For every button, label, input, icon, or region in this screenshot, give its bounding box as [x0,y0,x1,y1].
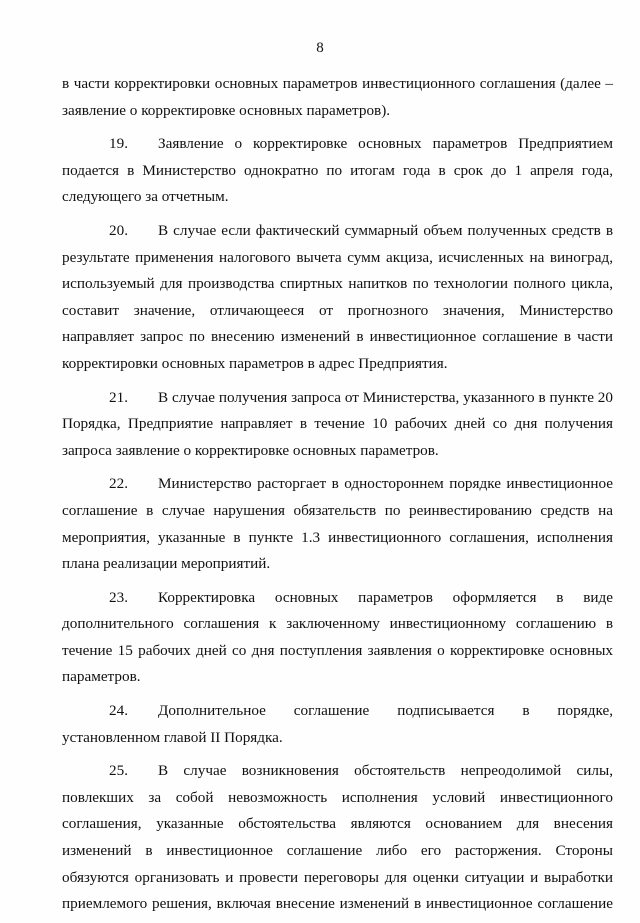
paragraph-text: в части корректировки основных параметров инвестиционного соглашения (далее – заявление о корректировке основных параметров). [62,75,613,119]
paragraph-text: В случае получения запроса от Министерства, указанного в пункте 20 Порядка, Предприятие направляет в течение 10 рабочих дней со дня получения запроса заявление о корректировке основных параметров. [62,388,613,459]
paragraph-23 [62,585,613,691]
paragraph-20 [62,218,613,378]
paragraph-22 [62,471,613,577]
paragraph-number: 21. [109,388,128,406]
paragraph-text: Дополнительное соглашение подписывается в порядке, установленном главой II Порядка. [62,702,613,746]
paragraph-number: 24. [109,702,128,720]
paragraph-number: 22. [109,475,128,493]
paragraph-text: Заявление о корректировке основных параметров Предприятием подается в Министерство однократно по итогам года в срок до 1 апреля года, следующего за отчетным. [62,135,613,206]
paragraph-19 [62,131,613,211]
paragraph-continuation [62,71,613,124]
paragraph-text: В случае возникновения обстоятельств непреодолимой силы, повлекших за собой невозможность исполнения условий инвестиционного соглашения, указанные обстоятельства являются основанием для внесения изменений в инвестиционное соглашение либо его расторжения. Стороны обязуются организовать и провести переговоры для оценки ситуации и выработки приемлемого решения, включая внесение изменений в инвестиционное соглашение [62,762,613,913]
paragraph-number: 19. [109,135,128,153]
paragraph-number: 25. [109,762,128,780]
paragraph-text: Корректировка основных параметров оформляется в виде дополнительного соглашения к заключенному инвестиционному соглашению в течение 15 рабочих дней со дня поступления заявления о корректировке основных параметров. [62,588,613,686]
document-body [62,71,613,918]
paragraph-text: В случае если фактический суммарный объем полученных средств в результате применения налогового вычета сумм акциза, исчисленных на виноград, используемый для производства спиртных напитков по технологии полного цикла, составит значение, отличающееся от прогнозного значения, Министерство направляет запрос по внесению изменений в инвестиционное соглашение в части корректировки основных параметров в адрес Предприятия. [62,221,613,372]
paragraph-number: 23. [109,588,128,606]
paragraph-text: Министерство расторгает в одностороннем порядке инвестиционное соглашение в случае нарушения обязательств по реинвестированию средств на мероприятия, указанные в пункте 1.3 инвестиционного соглашения, исполнения плана реализации мероприятий. [62,475,613,573]
paragraph-24 [62,698,613,751]
paragraph-number: 20. [109,221,128,239]
paragraph-25 [62,758,613,918]
page-number: 8 [316,40,324,56]
paragraph-21 [62,385,613,465]
